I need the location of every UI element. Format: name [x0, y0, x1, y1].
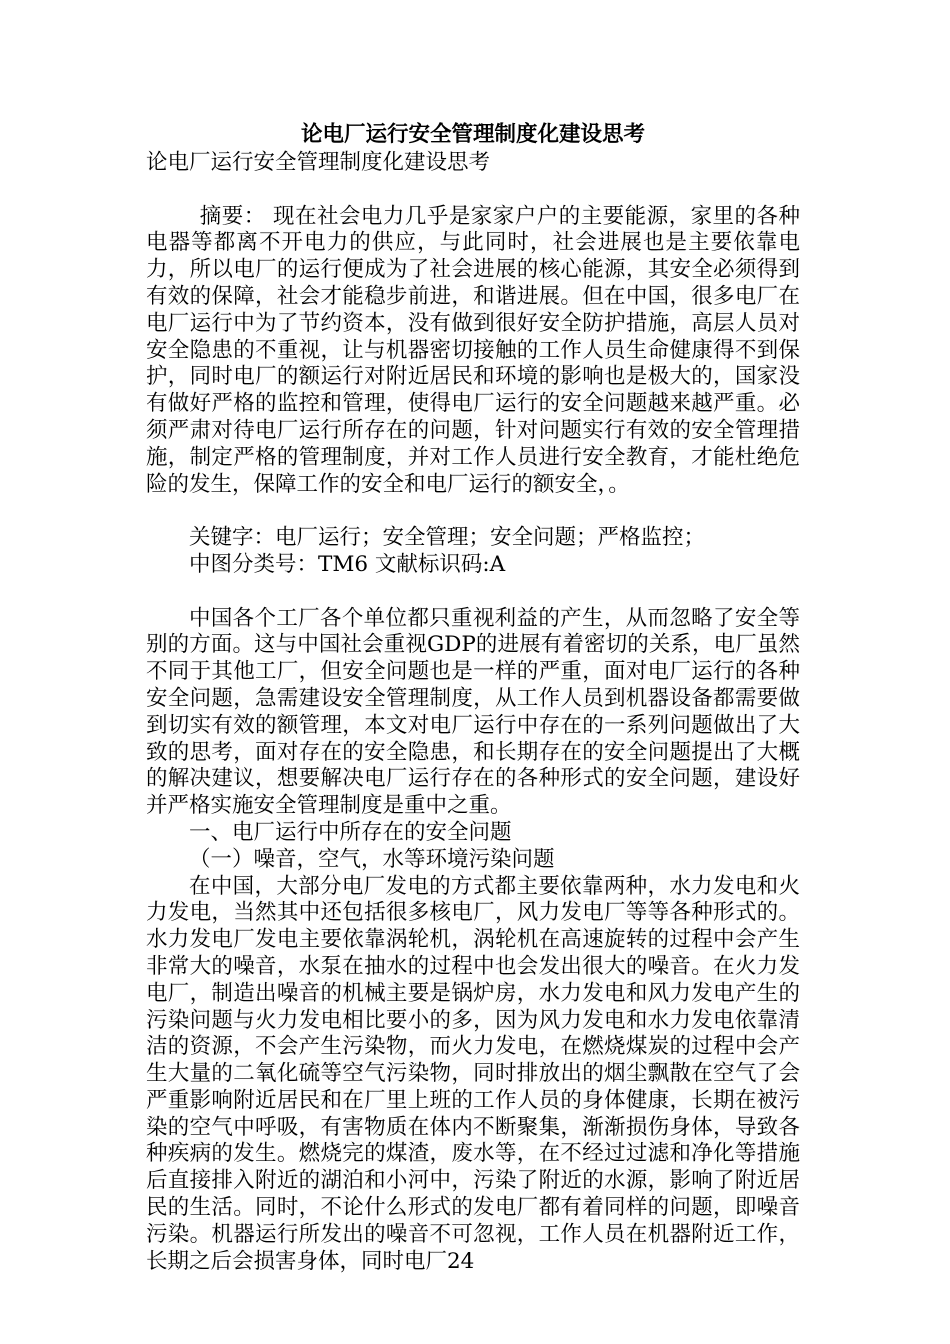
intro-paragraph: 中国各个工厂各个单位都只重视利益的产生，从而忽略了安全等别的方面。这与中国社会重视GDP的进展有着密切的关系，电厂虽然不同于其他工厂，但安全问题也是一样的严重，面对电厂运行的各种安全问题，急需建设安全管理制度，从工作人员到机器设备都需要做到切实有效的额管理，本文对电厂运行中存在的一系列问题做出了大致的思考，面对存在的安全隐患，和长期存在的安全问题提出了大概的解决建议，想要解决电厂运行存在的各种形式的安全问题，建设好并严格实施安全管理制度是重中之重。	[146, 605, 800, 819]
document-title: 论电厂运行安全管理制度化建设思考	[300, 122, 645, 147]
body-paragraph: 在中国，大部分电厂发电的方式都主要依靠两种，水力发电和火力发电，当然其中还包括很多核电厂，风力发电厂等等各种形式的。水力发电厂发电主要依靠涡轮机，涡轮机在高速旋转的过程中会产生非常大的噪音，水泵在抽水的过程中也会发出很大的噪音。在火力发电厂，制造出噪音的机械主要是锅炉房，水力发电和风力发电产生的污染问题与火力发电相比要小的多，因为风力发电和水力发电依靠清洁的资源，不会产生污染物，而火力发电，在燃烧煤炭的过程中会产生大量的二氧化硫等空气污染物，同时排放出的烟尘飘散在空气了会严重影响附近居民和在厂里上班的工作人员的身体健康，长期在被污染的空气中呼吸，有害物质在体内不断聚集，渐渐损伤身体，导致各种疾病的发生。燃烧完的煤渣，废水等，在不经过过滤和净化等措施后直接排入附近的湖泊和小河中，污染了附近的水源，影响了附近居民的生活。同时，不论什么形式的发电厂都有着同样的问题，即噪音污染。机器运行所发出的噪音不可忽视，工作人员在机器附近工作，长期之后会损害身体，同时电厂24	[146, 873, 800, 1274]
spacer	[146, 177, 800, 204]
classification-line: 中图分类号：TM6 文献标识码:A	[189, 551, 506, 577]
spacer	[146, 579, 800, 606]
keywords-line: 关键字：电厂运行；安全管理；安全问题；严格监控；	[189, 525, 706, 551]
abstract-paragraph: 摘要： 现在社会电力几乎是家家户户的主要能源，家里的各种电器等都离不开电力的供应，与此同时，社会进展也是主要依靠电力，所以电厂的运行便成为了社会进展的核心能源，其安全必须得到有效的保障，社会才能稳步前进，和谐进展。但在中国，很多电厂在电厂运行中为了节约资本，没有做到很好安全防护措施，高层人员对安全隐患的不重视，让与机器密切接触的工作人员生命健康得不到保护，同时电厂的额运行对附近居民和环境的影响也是极大的，国家没有做好严格的监控和管理，使得电厂运行的安全问题越来越严重。必须严肃对待电厂运行所存在的问题，针对问题实行有效的安全管理措施，制定严格的管理制度，并对工作人员进行安全教育，才能杜绝危险的发生，保障工作的安全和电厂运行的额安全，。	[146, 203, 800, 497]
document-subtitle: 论电厂运行安全管理制度化建设思考	[146, 150, 491, 175]
document-page	[146, 120, 800, 1275]
section-heading: 一、电厂运行中所存在的安全问题	[189, 819, 512, 845]
spacer	[146, 498, 800, 525]
subsection-heading: （一）噪音，空气，水等环境污染问题	[189, 846, 555, 872]
